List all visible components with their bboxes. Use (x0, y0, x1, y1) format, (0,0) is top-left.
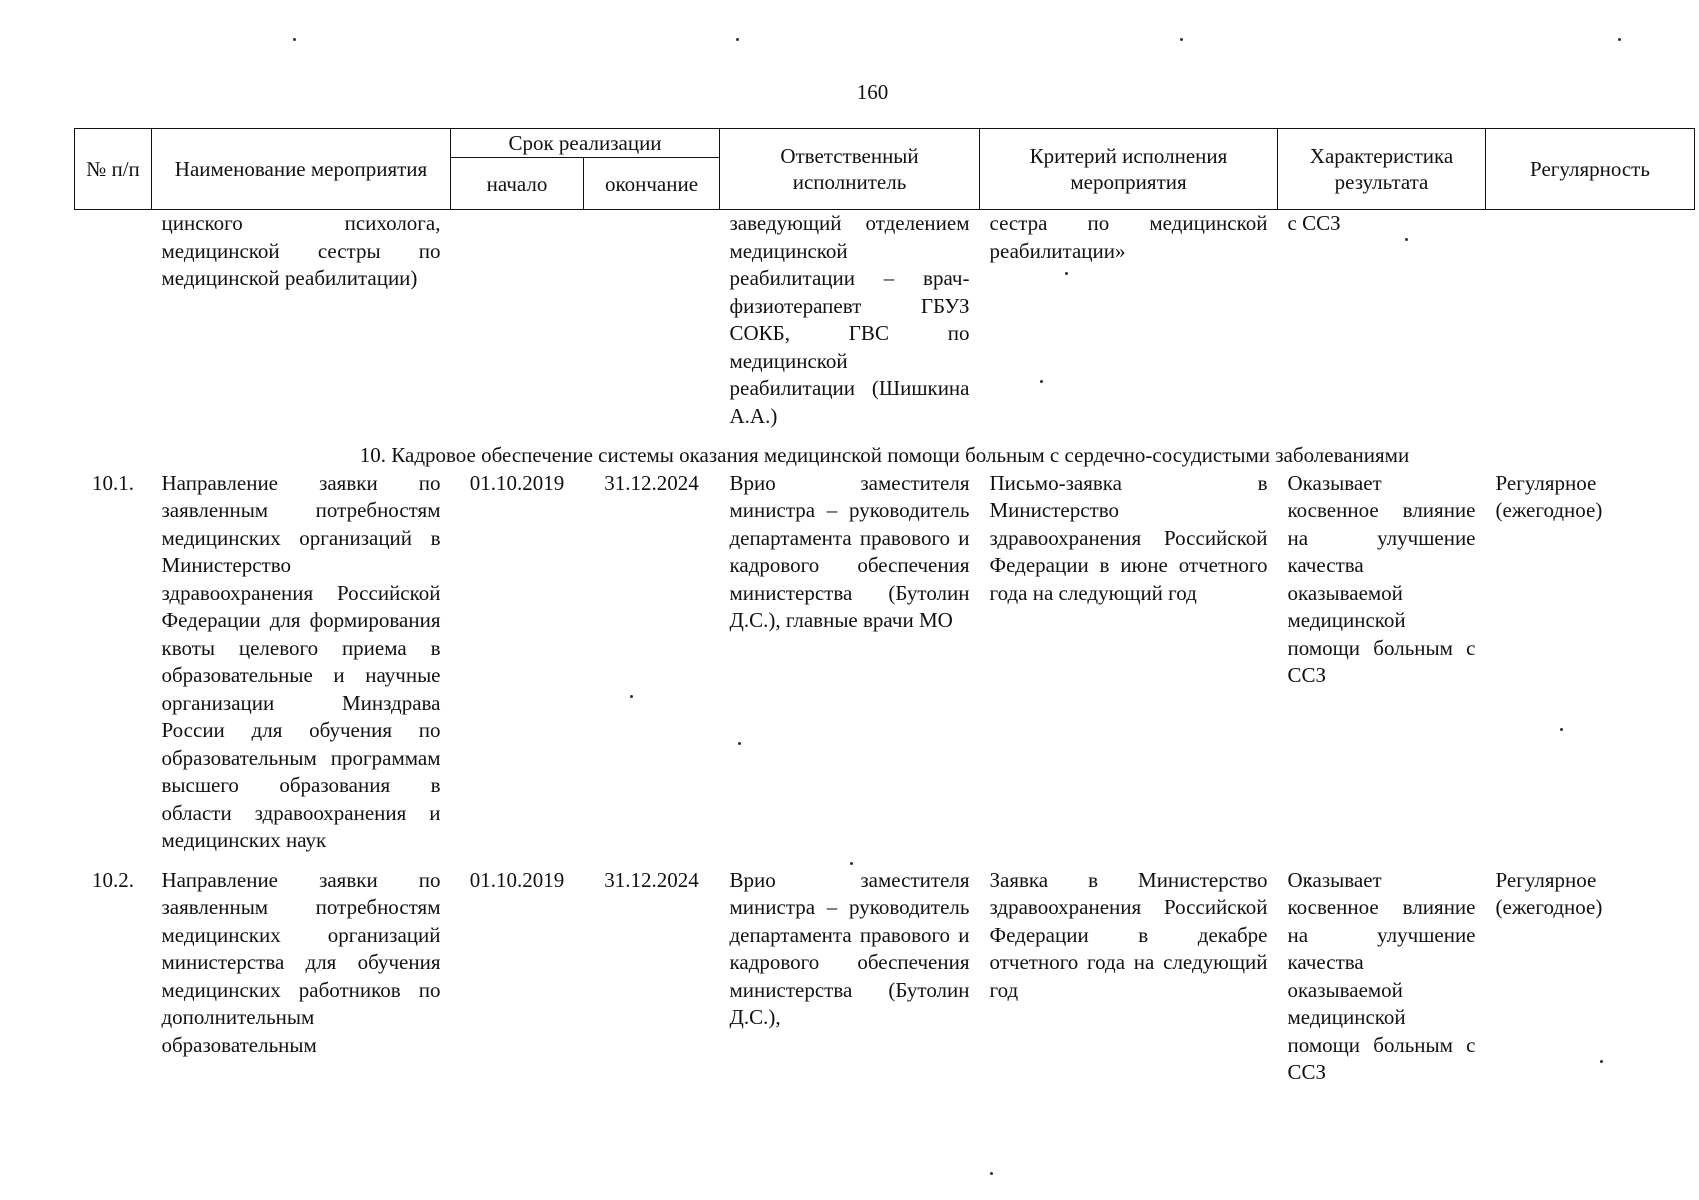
cell-start: 01.10.2019 (469, 867, 565, 892)
scan-speck (990, 1172, 993, 1175)
table-row-continued (75, 210, 1695, 431)
cell-name: Направление заявки по заявленным потребностям медицинских организаций министерства для обучения медицинских работников по дополнительным образовательным (161, 867, 441, 1057)
section-title: 10. Кадровое обеспечение системы оказания медицинской помощи больным с сердечно-сосудистыми заболеваниями (359, 443, 1410, 467)
cell-responsible: Врио заместителя министра – руководитель департамента правового и кадрового обеспечения министерства (Бутолин Д.С.), главные врачи МО (729, 470, 970, 632)
scan-speck (736, 38, 739, 41)
cell-responsible: заведующий отделением медицинской реабилитации – врач-физиотерапевт ГБУЗ СОКБ, ГВС по медицинской реабилитации (Шишкина А.А.) (729, 211, 970, 428)
cell-characteristic: с ССЗ (1287, 211, 1341, 235)
header-name: Наименование мероприятия (152, 129, 451, 210)
header-start: начало (451, 158, 584, 210)
cell-end: 31.12.2024 (604, 867, 699, 892)
header-criterion: Критерий исполнения мероприятия (980, 129, 1278, 210)
table-row (75, 470, 1695, 855)
scan-speck (1180, 38, 1183, 41)
header-end: окончание (584, 158, 720, 210)
header-num: № п/п (75, 129, 152, 210)
cell-regularity: Регулярное (ежегодное) (1495, 867, 1603, 919)
section-row (75, 430, 1695, 470)
header-characteristic: Характеристика результата (1278, 129, 1486, 210)
cell-characteristic: Оказывает косвенное влияние на улучшение качества оказываемой медицинской помощи больным с ССЗ (1287, 470, 1476, 687)
cell-end: 31.12.2024 (604, 470, 699, 495)
table-header (75, 129, 1695, 210)
scan-speck (293, 38, 296, 41)
table-row (75, 867, 1695, 1087)
cell-name: Направление заявки по заявленным потребностям медицинских организаций в Министерство здравоохранения Российской Федерации для формирования квоты целевого приема в образовательные и научные организации Минздрава России для обучения по образовательным программам высшего образования в области здравоохранения и медицинских наук (161, 470, 441, 852)
cell-num: 10.1. (92, 470, 134, 495)
cell-criterion: Письмо-заявка в Министерство здравоохранения Российской Федерации в июне отчетного года на следующий год (989, 470, 1268, 605)
cell-start (451, 210, 584, 431)
cell-end (584, 210, 720, 431)
cell-num (75, 210, 152, 431)
header-responsible: Ответственный исполнитель (720, 129, 980, 210)
cell-criterion: сестра по медицинской реабилитации» (989, 211, 1268, 263)
cell-responsible: Врио заместителя министра – руководитель департамента правового и кадрового обеспечения министерства (Бутолин Д.С.), (729, 867, 970, 1029)
cell-num: 10.2. (92, 867, 134, 892)
measures-table (74, 128, 1695, 1087)
cell-start: 01.10.2019 (469, 470, 565, 495)
cell-criterion: Заявка в Министерство здравоохранения Российской Федерации в декабре отчетного года на следующий год (989, 867, 1268, 1002)
row-spacer (75, 855, 1695, 867)
header-period: Срок реализации (451, 129, 720, 158)
cell-regularity: Регулярное (ежегодное) (1495, 470, 1603, 522)
cell-name: цинского психолога, медицинской сестры по медицинской реабилитации) (161, 211, 441, 290)
cell-characteristic: Оказывает косвенное влияние на улучшение качества оказываемой медицинской помощи больным с ССЗ (1287, 867, 1476, 1084)
header-regularity: Регулярность (1486, 129, 1695, 210)
page-number: 160 (856, 80, 889, 104)
cell-regularity (1486, 210, 1695, 431)
scan-speck (1618, 38, 1621, 41)
